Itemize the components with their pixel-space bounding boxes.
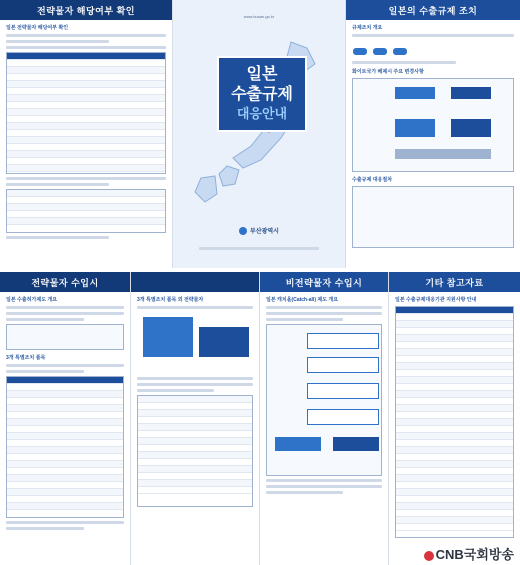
table-row — [396, 524, 513, 531]
text-line — [266, 485, 382, 488]
text-line — [6, 364, 124, 367]
flow-step — [199, 327, 249, 357]
panel-strategic-import-cont — [131, 272, 260, 565]
table-row — [138, 459, 252, 466]
table-row — [7, 123, 165, 130]
section-title: 3개 특별조치 품목 — [6, 355, 46, 361]
table-row — [396, 503, 513, 510]
items-table — [6, 52, 166, 174]
table-row — [138, 480, 252, 487]
table-row — [7, 190, 165, 197]
section-title: 수출규제 대응절차 — [352, 177, 393, 183]
table-row — [7, 412, 123, 419]
contacts-directory-table — [395, 306, 514, 538]
text-line — [6, 521, 124, 524]
table-row — [396, 412, 513, 419]
cover-title-line2: 수출규제 — [231, 86, 293, 103]
table-row — [396, 489, 513, 496]
cover-org — [173, 226, 345, 235]
flow-step — [307, 333, 379, 349]
cover-url: www.busan.go.kr — [243, 14, 275, 19]
table-row — [138, 431, 252, 438]
table-row — [7, 398, 123, 405]
table-row — [396, 363, 513, 370]
text-line — [6, 370, 84, 373]
table-row — [138, 424, 252, 431]
address-line — [199, 247, 319, 250]
item-pill — [373, 48, 387, 55]
text-line — [6, 177, 166, 180]
panel-header: 일본의 수출규제 조치 — [346, 0, 520, 20]
table-row — [7, 419, 123, 426]
table-row — [396, 391, 513, 398]
table-row — [7, 95, 165, 102]
table-row — [396, 440, 513, 447]
text-line — [137, 389, 214, 392]
flow-step — [307, 409, 379, 425]
panel-header: 기타 참고자료 — [389, 272, 520, 292]
table-row — [7, 158, 165, 165]
table-row — [396, 398, 513, 405]
table-row — [7, 74, 165, 81]
flow-step — [451, 87, 491, 99]
panel-header: 전략물자 수입시 — [0, 272, 130, 292]
item-pill — [353, 48, 367, 55]
note-box — [6, 324, 124, 350]
watermark-text: CNB국회방송 — [435, 547, 514, 562]
table-header — [7, 377, 123, 384]
table-row — [7, 391, 123, 398]
text-line — [6, 318, 84, 321]
item-pill — [393, 48, 407, 55]
text-line — [266, 318, 343, 321]
flow-result — [275, 437, 321, 451]
license-table — [6, 376, 124, 518]
panel-regulation — [346, 0, 520, 268]
section-title: 일본 수출규제대응기관 지원사항 안내 — [395, 297, 477, 303]
text-line — [6, 34, 166, 37]
table-row — [138, 452, 252, 459]
table-row — [138, 403, 252, 410]
flow-step — [307, 357, 379, 373]
section-title: 3개 특별조치 품목 외 전략물자 — [137, 297, 204, 303]
pill-row — [352, 40, 514, 58]
table-row — [7, 165, 165, 172]
table-row — [7, 197, 165, 204]
flow-result — [333, 437, 379, 451]
text-line — [6, 527, 84, 530]
panel-strategic-check — [0, 0, 173, 268]
table-header — [7, 53, 165, 60]
section-title: 일본 전략물자 해당여부 확인 — [6, 25, 69, 31]
table-row — [7, 137, 165, 144]
table-row — [396, 496, 513, 503]
table-row — [396, 405, 513, 412]
table-row — [396, 433, 513, 440]
table-row — [396, 349, 513, 356]
panel-strategic-import — [0, 272, 131, 565]
table-row — [396, 419, 513, 426]
text-line — [137, 306, 253, 309]
text-line — [6, 46, 166, 49]
table-row — [396, 454, 513, 461]
process-box — [352, 186, 514, 248]
section-title: 규제조치 개요 — [352, 25, 383, 31]
flow-diagram — [137, 313, 253, 373]
cover-title-line3: 대응안내 — [236, 106, 288, 121]
table-row — [7, 116, 165, 123]
logo-icon — [239, 227, 247, 235]
text-line — [352, 61, 456, 64]
table-row — [7, 204, 165, 211]
table-row — [7, 81, 165, 88]
table-row — [396, 342, 513, 349]
table-row — [7, 384, 123, 391]
table-row — [7, 489, 123, 496]
table-row — [396, 517, 513, 524]
table-row — [396, 426, 513, 433]
text-line — [266, 479, 382, 482]
text-line — [137, 383, 253, 386]
flow-step — [395, 87, 435, 99]
panel-header: 비전략물자 수입시 — [260, 272, 388, 292]
flow-box — [352, 78, 514, 172]
table-row — [7, 88, 165, 95]
text-line — [6, 236, 109, 239]
table-row — [396, 384, 513, 391]
table-row — [7, 130, 165, 137]
table-row — [396, 377, 513, 384]
documents-table — [137, 395, 253, 507]
table-row — [7, 405, 123, 412]
panel-references — [389, 272, 520, 565]
flow-step — [395, 149, 491, 159]
table-row — [7, 440, 123, 447]
table-row — [396, 461, 513, 468]
table-row — [396, 356, 513, 363]
table-row — [396, 321, 513, 328]
table-row — [7, 447, 123, 454]
table-header — [396, 307, 513, 314]
cover-org-label: 부산광역시 — [250, 229, 279, 235]
section-title: 일본 수출허가제도 개요 — [6, 297, 58, 303]
flow-step — [395, 119, 435, 137]
table-row — [138, 445, 252, 452]
panel-cover — [173, 0, 346, 268]
table-row — [138, 396, 252, 403]
contacts-table — [6, 189, 166, 233]
panel-header-blank — [131, 272, 259, 292]
table-row — [7, 461, 123, 468]
panel-non-strategic — [260, 272, 389, 565]
table-row — [396, 447, 513, 454]
table-row — [396, 475, 513, 482]
cover-title-line1: 일본 — [246, 66, 278, 83]
text-line — [6, 183, 109, 186]
table-row — [7, 482, 123, 489]
table-row — [7, 60, 165, 67]
flow-step — [451, 119, 491, 137]
cover-title-box — [217, 56, 307, 132]
text-line — [137, 377, 253, 380]
table-row — [7, 468, 123, 475]
section-title: 일본 캐치올(Catch-all) 제도 개요 — [266, 297, 339, 303]
table-row — [138, 410, 252, 417]
table-row — [7, 109, 165, 116]
text-line — [6, 40, 109, 43]
table-row — [138, 438, 252, 445]
table-row — [138, 487, 252, 494]
table-row — [7, 218, 165, 225]
text-line — [352, 34, 514, 37]
table-row — [138, 473, 252, 480]
table-row — [7, 144, 165, 151]
table-row — [7, 454, 123, 461]
text-line — [266, 491, 343, 494]
flow-step — [143, 317, 193, 357]
table-row — [396, 335, 513, 342]
flow-step — [307, 383, 379, 399]
table-row — [7, 496, 123, 503]
table-row — [138, 417, 252, 424]
table-row — [7, 433, 123, 440]
table-row — [7, 503, 123, 510]
broadcaster-watermark — [424, 544, 514, 563]
table-row — [396, 328, 513, 335]
broadcaster-logo-icon — [424, 551, 434, 561]
table-row — [7, 211, 165, 218]
table-row — [138, 466, 252, 473]
table-row — [7, 426, 123, 433]
table-row — [7, 67, 165, 74]
text-line — [266, 306, 382, 309]
text-line — [266, 312, 382, 315]
text-line — [6, 312, 124, 315]
section-title: 화이트국가 배제시 주요 변경사항 — [352, 69, 424, 75]
table-row — [396, 370, 513, 377]
table-row — [396, 482, 513, 489]
table-row — [396, 314, 513, 321]
table-row — [7, 151, 165, 158]
table-row — [396, 468, 513, 475]
panel-header: 전략물자 해당여부 확인 — [0, 0, 172, 20]
table-row — [396, 510, 513, 517]
table-row — [7, 102, 165, 109]
flowchart-box — [266, 324, 382, 476]
table-row — [7, 475, 123, 482]
text-line — [6, 306, 124, 309]
